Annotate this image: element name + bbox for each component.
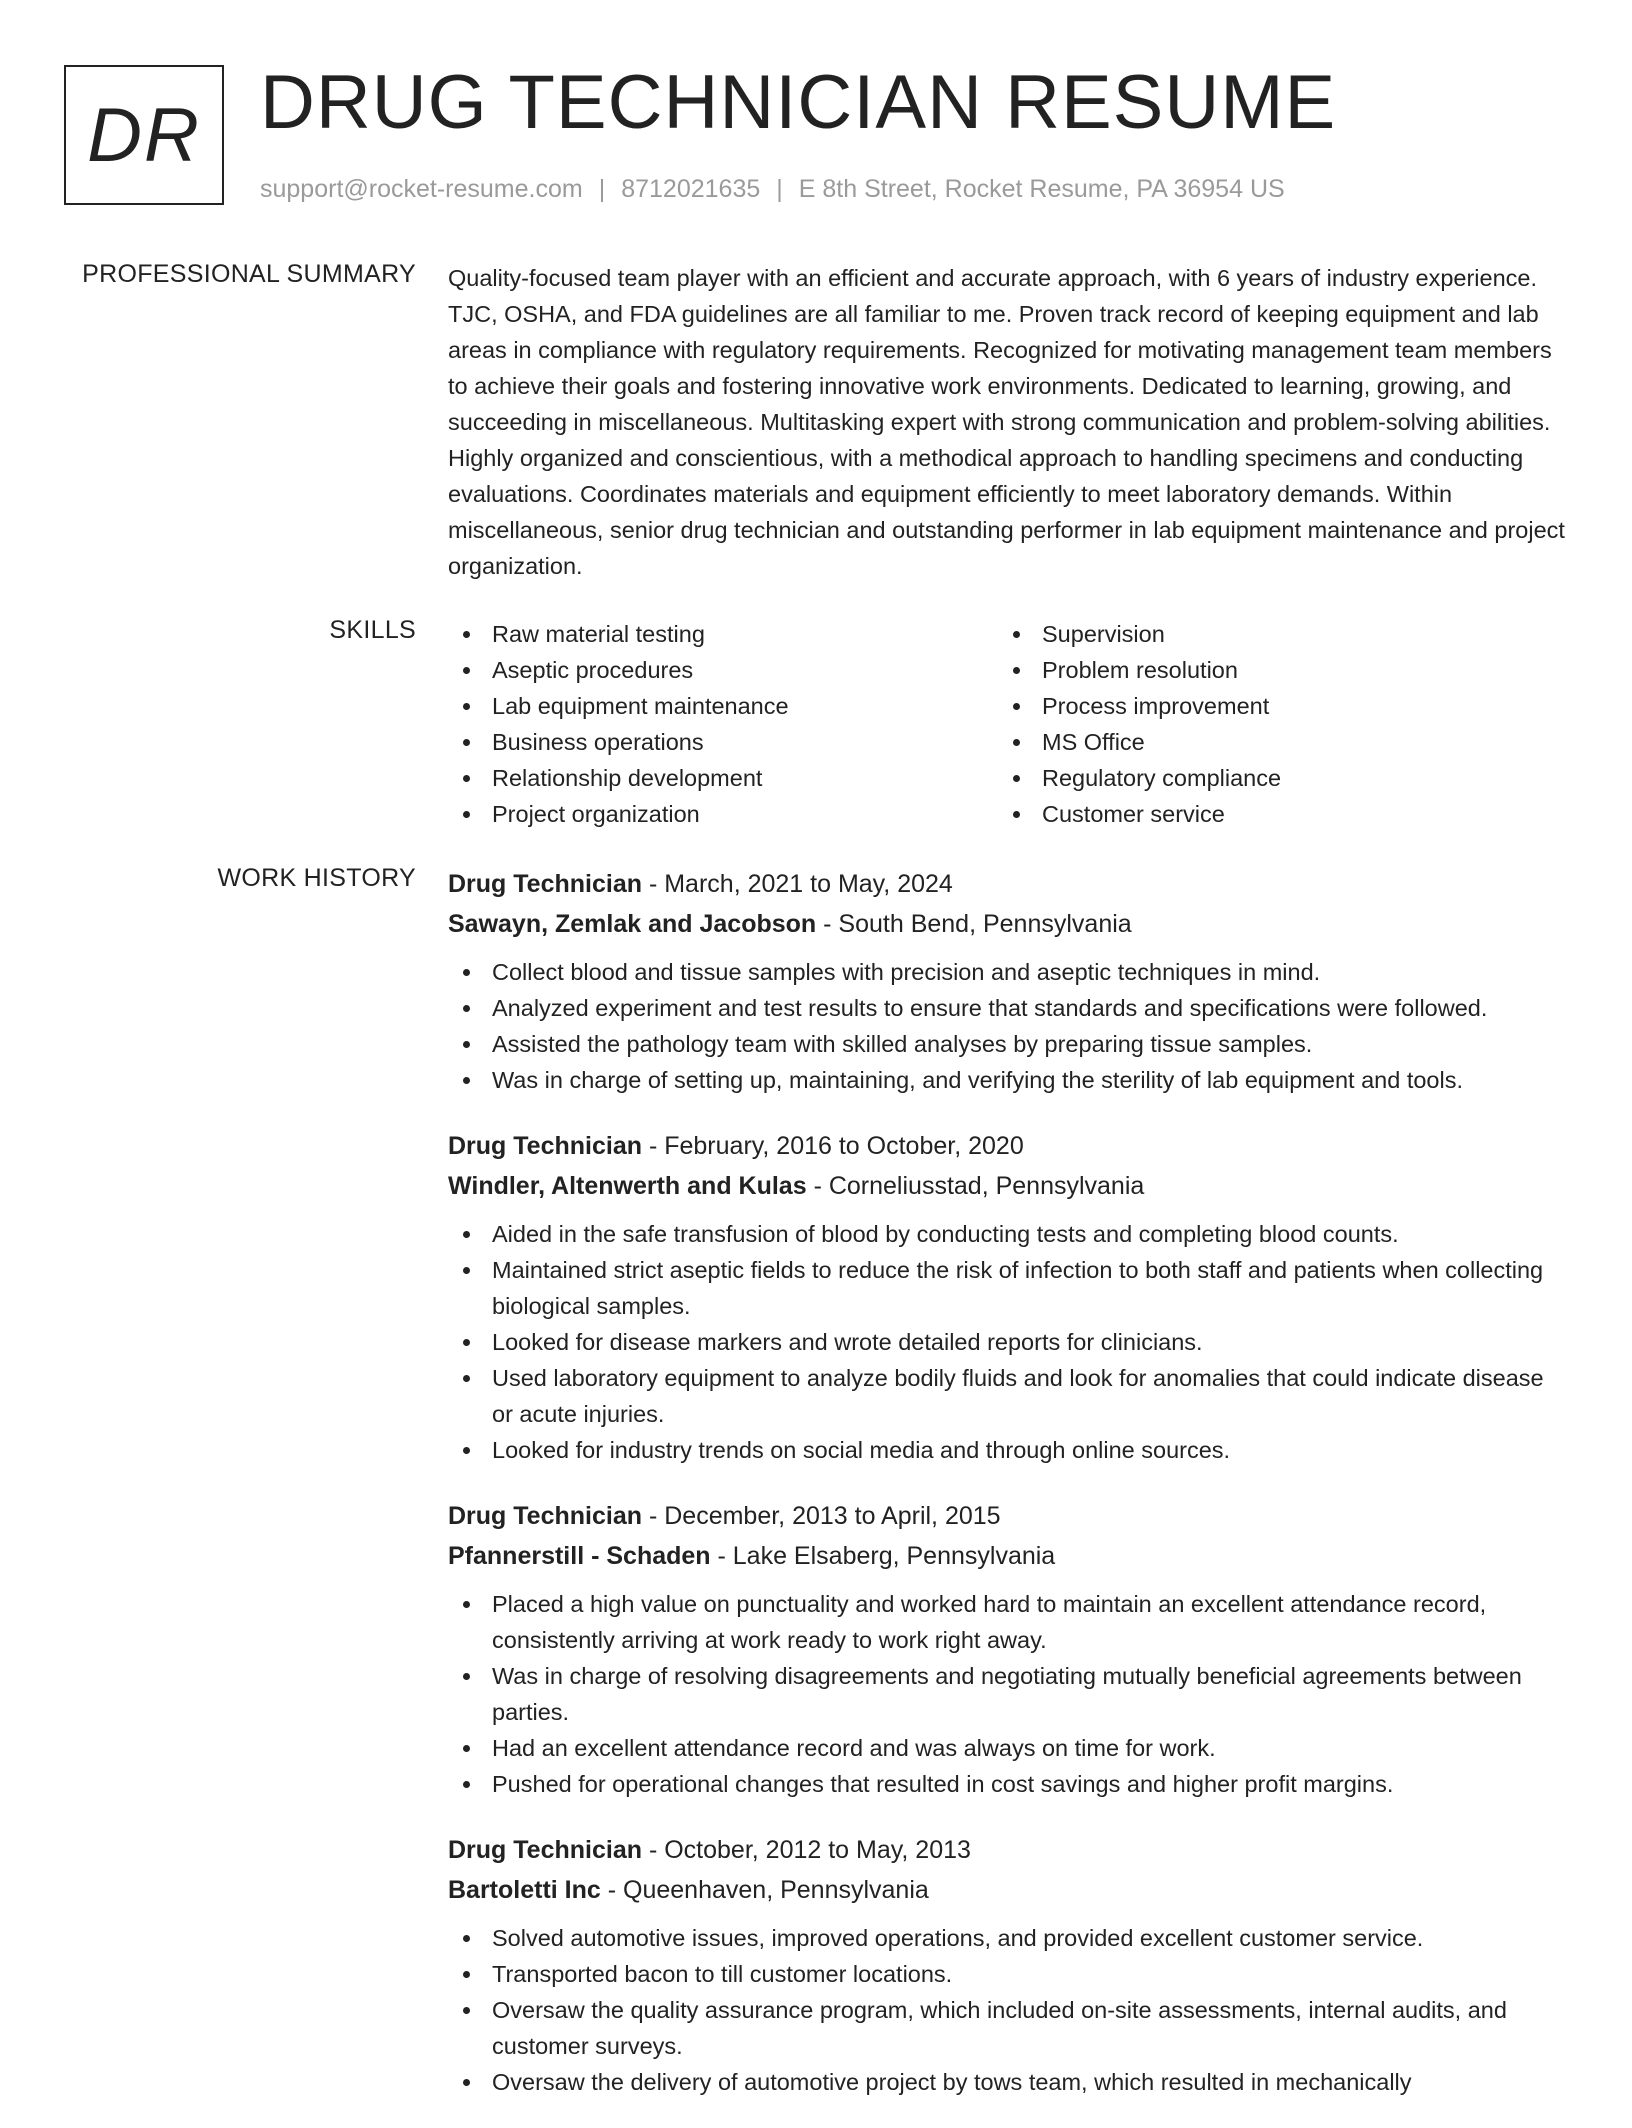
contact-email[interactable]: support@rocket-resume.com xyxy=(260,175,583,203)
duty-item xyxy=(448,1324,1568,1360)
duty-item xyxy=(448,1992,1568,2064)
job-dates: - February, 2016 to October, 2020 xyxy=(642,1132,1024,1160)
duty-item-text: Was in charge of resolving disagreements and negotiating mutually beneficial agreements between parties. xyxy=(492,1663,1522,1725)
duty-item-text: Collect blood and tissue samples with precision and aseptic techniques in mind. xyxy=(492,959,1321,985)
bullet-icon xyxy=(1013,775,1020,782)
job-employer xyxy=(448,1166,1568,1206)
bullet-icon xyxy=(463,1267,470,1274)
skill-item xyxy=(448,652,998,688)
page-title: DRUG TECHNICIAN RESUME xyxy=(260,60,1337,145)
duty-item xyxy=(448,1216,1568,1252)
job-entry xyxy=(448,1496,1568,1802)
bullet-icon xyxy=(1013,739,1020,746)
bullet-icon xyxy=(463,811,470,818)
bullet-icon xyxy=(463,1339,470,1346)
job-location: - Corneliusstad, Pennsylvania xyxy=(806,1172,1145,1200)
bullet-icon xyxy=(463,739,470,746)
job-duties-list xyxy=(448,1216,1568,1468)
bullet-icon xyxy=(1013,703,1020,710)
duty-item xyxy=(448,1766,1568,1802)
section-label-work: WORK HISTORY xyxy=(217,864,416,892)
job-heading xyxy=(448,1126,1568,1166)
duty-item xyxy=(448,1432,1568,1468)
skill-item xyxy=(448,688,998,724)
duty-item-text: Was in charge of setting up, maintaining, and verifying the sterility of lab equipment and tools. xyxy=(492,1067,1464,1093)
skill-item xyxy=(448,724,998,760)
summary-text: Quality-focused team player with an efficient and accurate approach, with 6 years of industry experience. TJC, OSHA, and FDA guidelines are all familiar to me. Proven track record of keeping equipment and lab areas in compliance with regulatory requirements. Recognized for motivating management team members to achieve their goals and fostering innovative work environments. Dedicated to learning, growing, and succeeding in miscellaneous. Multitasking expert with strong communication and problem-solving abilities. Highly organized and conscientious, with a methodical approach to handling specimens and conducting evaluations. Coordinates materials and equipment efficiently to meet laboratory demands. Within miscellaneous, senior drug technician and outstanding performer in lab equipment maintenance and project organization. xyxy=(448,265,1565,579)
job-title: Drug Technician xyxy=(448,1502,643,1530)
job-employer xyxy=(448,1536,1568,1576)
skill-item xyxy=(998,796,1548,832)
job-heading xyxy=(448,1830,1568,1870)
duty-item-text: Maintained strict aseptic fields to reduce the risk of infection to both staff and patients when collecting biological samples. xyxy=(492,1257,1544,1319)
skill-item-text: Business operations xyxy=(492,729,704,755)
skills-list-right xyxy=(998,616,1548,832)
duty-item xyxy=(448,1252,1568,1324)
bullet-icon xyxy=(463,969,470,976)
skill-item-text: Problem resolution xyxy=(1042,657,1238,683)
job-employer xyxy=(448,1870,1568,1910)
duty-item xyxy=(448,1658,1568,1730)
job-heading xyxy=(448,1496,1568,1536)
job-employer xyxy=(448,904,1568,944)
contact-separator: | xyxy=(776,175,783,203)
job-title: Drug Technician xyxy=(448,1836,643,1864)
duty-item-text: Used laboratory equipment to analyze bodily fluids and look for anomalies that could indicate disease or acute injuries. xyxy=(492,1365,1544,1427)
duty-item-text: Had an excellent attendance record and was always on time for work. xyxy=(492,1735,1216,1761)
bullet-icon xyxy=(1013,631,1020,638)
monogram-logo: DR xyxy=(64,65,224,205)
bullet-icon xyxy=(463,1077,470,1084)
job-duties-list xyxy=(448,1920,1568,2100)
resume-header xyxy=(64,60,1564,210)
bullet-icon xyxy=(463,2007,470,2014)
duty-item-text: Pushed for operational changes that resulted in cost savings and higher profit margins. xyxy=(492,1771,1394,1797)
job-title: Drug Technician xyxy=(448,870,643,898)
job-entry xyxy=(448,864,1568,1098)
bullet-icon xyxy=(1013,811,1020,818)
skill-item-text: MS Office xyxy=(1042,729,1145,755)
duty-item xyxy=(448,1062,1568,1098)
job-list xyxy=(448,864,1568,2128)
section-label-summary: PROFESSIONAL SUMMARY xyxy=(82,260,416,288)
section-label-skills: SKILLS xyxy=(329,616,416,644)
duty-item xyxy=(448,1360,1568,1432)
skill-item-text: Process improvement xyxy=(1042,693,1270,719)
skill-item xyxy=(998,688,1548,724)
bullet-icon xyxy=(463,1375,470,1382)
bullet-icon xyxy=(463,1781,470,1788)
skill-item-text: Aseptic procedures xyxy=(492,657,694,683)
skill-item xyxy=(448,796,998,832)
bullet-icon xyxy=(463,1745,470,1752)
duty-item xyxy=(448,1920,1568,1956)
skill-item-text: Regulatory compliance xyxy=(1042,765,1282,791)
job-title: Drug Technician xyxy=(448,1132,643,1160)
duty-item xyxy=(448,2064,1568,2100)
contact-separator: | xyxy=(598,175,606,203)
skill-item-text: Raw material testing xyxy=(492,621,705,647)
bullet-icon xyxy=(463,1231,470,1238)
job-duties-list xyxy=(448,1586,1568,1802)
contact-line xyxy=(260,175,1285,204)
duty-item xyxy=(448,990,1568,1026)
job-location: - Lake Elsaberg, Pennsylvania xyxy=(710,1542,1056,1570)
bullet-icon xyxy=(463,1447,470,1454)
job-dates: - October, 2012 to May, 2013 xyxy=(642,1836,971,1864)
duty-item-text: Oversaw the delivery of automotive project by tows team, which resulted in mechanically xyxy=(492,2069,1412,2095)
job-duties-list xyxy=(448,954,1568,1098)
duty-item-text: Aided in the safe transfusion of blood by conducting tests and completing blood counts. xyxy=(492,1221,1399,1247)
duty-item-text: Placed a high value on punctuality and worked hard to maintain an excellent attendance record, consistently arriving at work ready to work right away. xyxy=(492,1591,1487,1653)
skill-item xyxy=(448,616,998,652)
skill-item-text: Supervision xyxy=(1042,621,1165,647)
skill-item-text: Customer service xyxy=(1042,801,1225,827)
bullet-icon xyxy=(463,2079,470,2086)
job-company: Bartoletti Inc xyxy=(448,1876,601,1904)
job-dates: - March, 2021 to May, 2024 xyxy=(642,870,953,898)
bullet-icon xyxy=(463,1041,470,1048)
skill-item xyxy=(998,724,1548,760)
duty-item xyxy=(448,1956,1568,1992)
skill-item xyxy=(998,616,1548,652)
contact-phone[interactable]: 8712021635 xyxy=(621,175,761,203)
job-company: Windler, Altenwerth and Kulas xyxy=(448,1172,807,1200)
contact-address: E 8th Street, Rocket Resume, PA 36954 US xyxy=(798,175,1285,203)
bullet-icon xyxy=(463,703,470,710)
skill-item-text: Project organization xyxy=(492,801,700,827)
job-heading xyxy=(448,864,1568,904)
skill-item-text: Lab equipment maintenance xyxy=(492,693,789,719)
duty-item xyxy=(448,1730,1568,1766)
duty-item-text: Solved automotive issues, improved operations, and provided excellent customer service. xyxy=(492,1925,1424,1951)
job-dates: - December, 2013 to April, 2015 xyxy=(642,1502,1001,1530)
duty-item-text: Analyzed experiment and test results to ensure that standards and specifications were followed. xyxy=(492,995,1488,1021)
bullet-icon xyxy=(463,1673,470,1680)
bullet-icon xyxy=(1013,667,1020,674)
skill-item xyxy=(448,760,998,796)
skill-item xyxy=(998,760,1548,796)
job-location: - South Bend, Pennsylvania xyxy=(816,910,1132,938)
bullet-icon xyxy=(463,1601,470,1608)
duty-item xyxy=(448,1026,1568,1062)
job-company: Pfannerstill - Schaden xyxy=(448,1542,711,1570)
duty-item xyxy=(448,1586,1568,1658)
job-entry xyxy=(448,1126,1568,1468)
job-company: Sawayn, Zemlak and Jacobson xyxy=(448,910,817,938)
skill-item-text: Relationship development xyxy=(492,765,763,791)
bullet-icon xyxy=(463,1005,470,1012)
duty-item-text: Oversaw the quality assurance program, which included on-site assessments, internal audits, and customer surveys. xyxy=(492,1997,1507,2059)
job-entry xyxy=(448,1830,1568,2100)
bullet-icon xyxy=(463,1971,470,1978)
bullet-icon xyxy=(463,1935,470,1942)
duty-item-text: Looked for disease markers and wrote detailed reports for clinicians. xyxy=(492,1329,1203,1355)
job-location: - Queenhaven, Pennsylvania xyxy=(600,1876,929,1904)
bullet-icon xyxy=(463,631,470,638)
skills-list-left xyxy=(448,616,998,832)
skill-item xyxy=(998,652,1548,688)
duty-item-text: Transported bacon to till customer locations. xyxy=(492,1961,953,1987)
duty-item-text: Assisted the pathology team with skilled analyses by preparing tissue samples. xyxy=(492,1031,1313,1057)
duty-item-text: Looked for industry trends on social media and through online sources. xyxy=(492,1437,1231,1463)
bullet-icon xyxy=(463,667,470,674)
bullet-icon xyxy=(463,775,470,782)
duty-item xyxy=(448,954,1568,990)
